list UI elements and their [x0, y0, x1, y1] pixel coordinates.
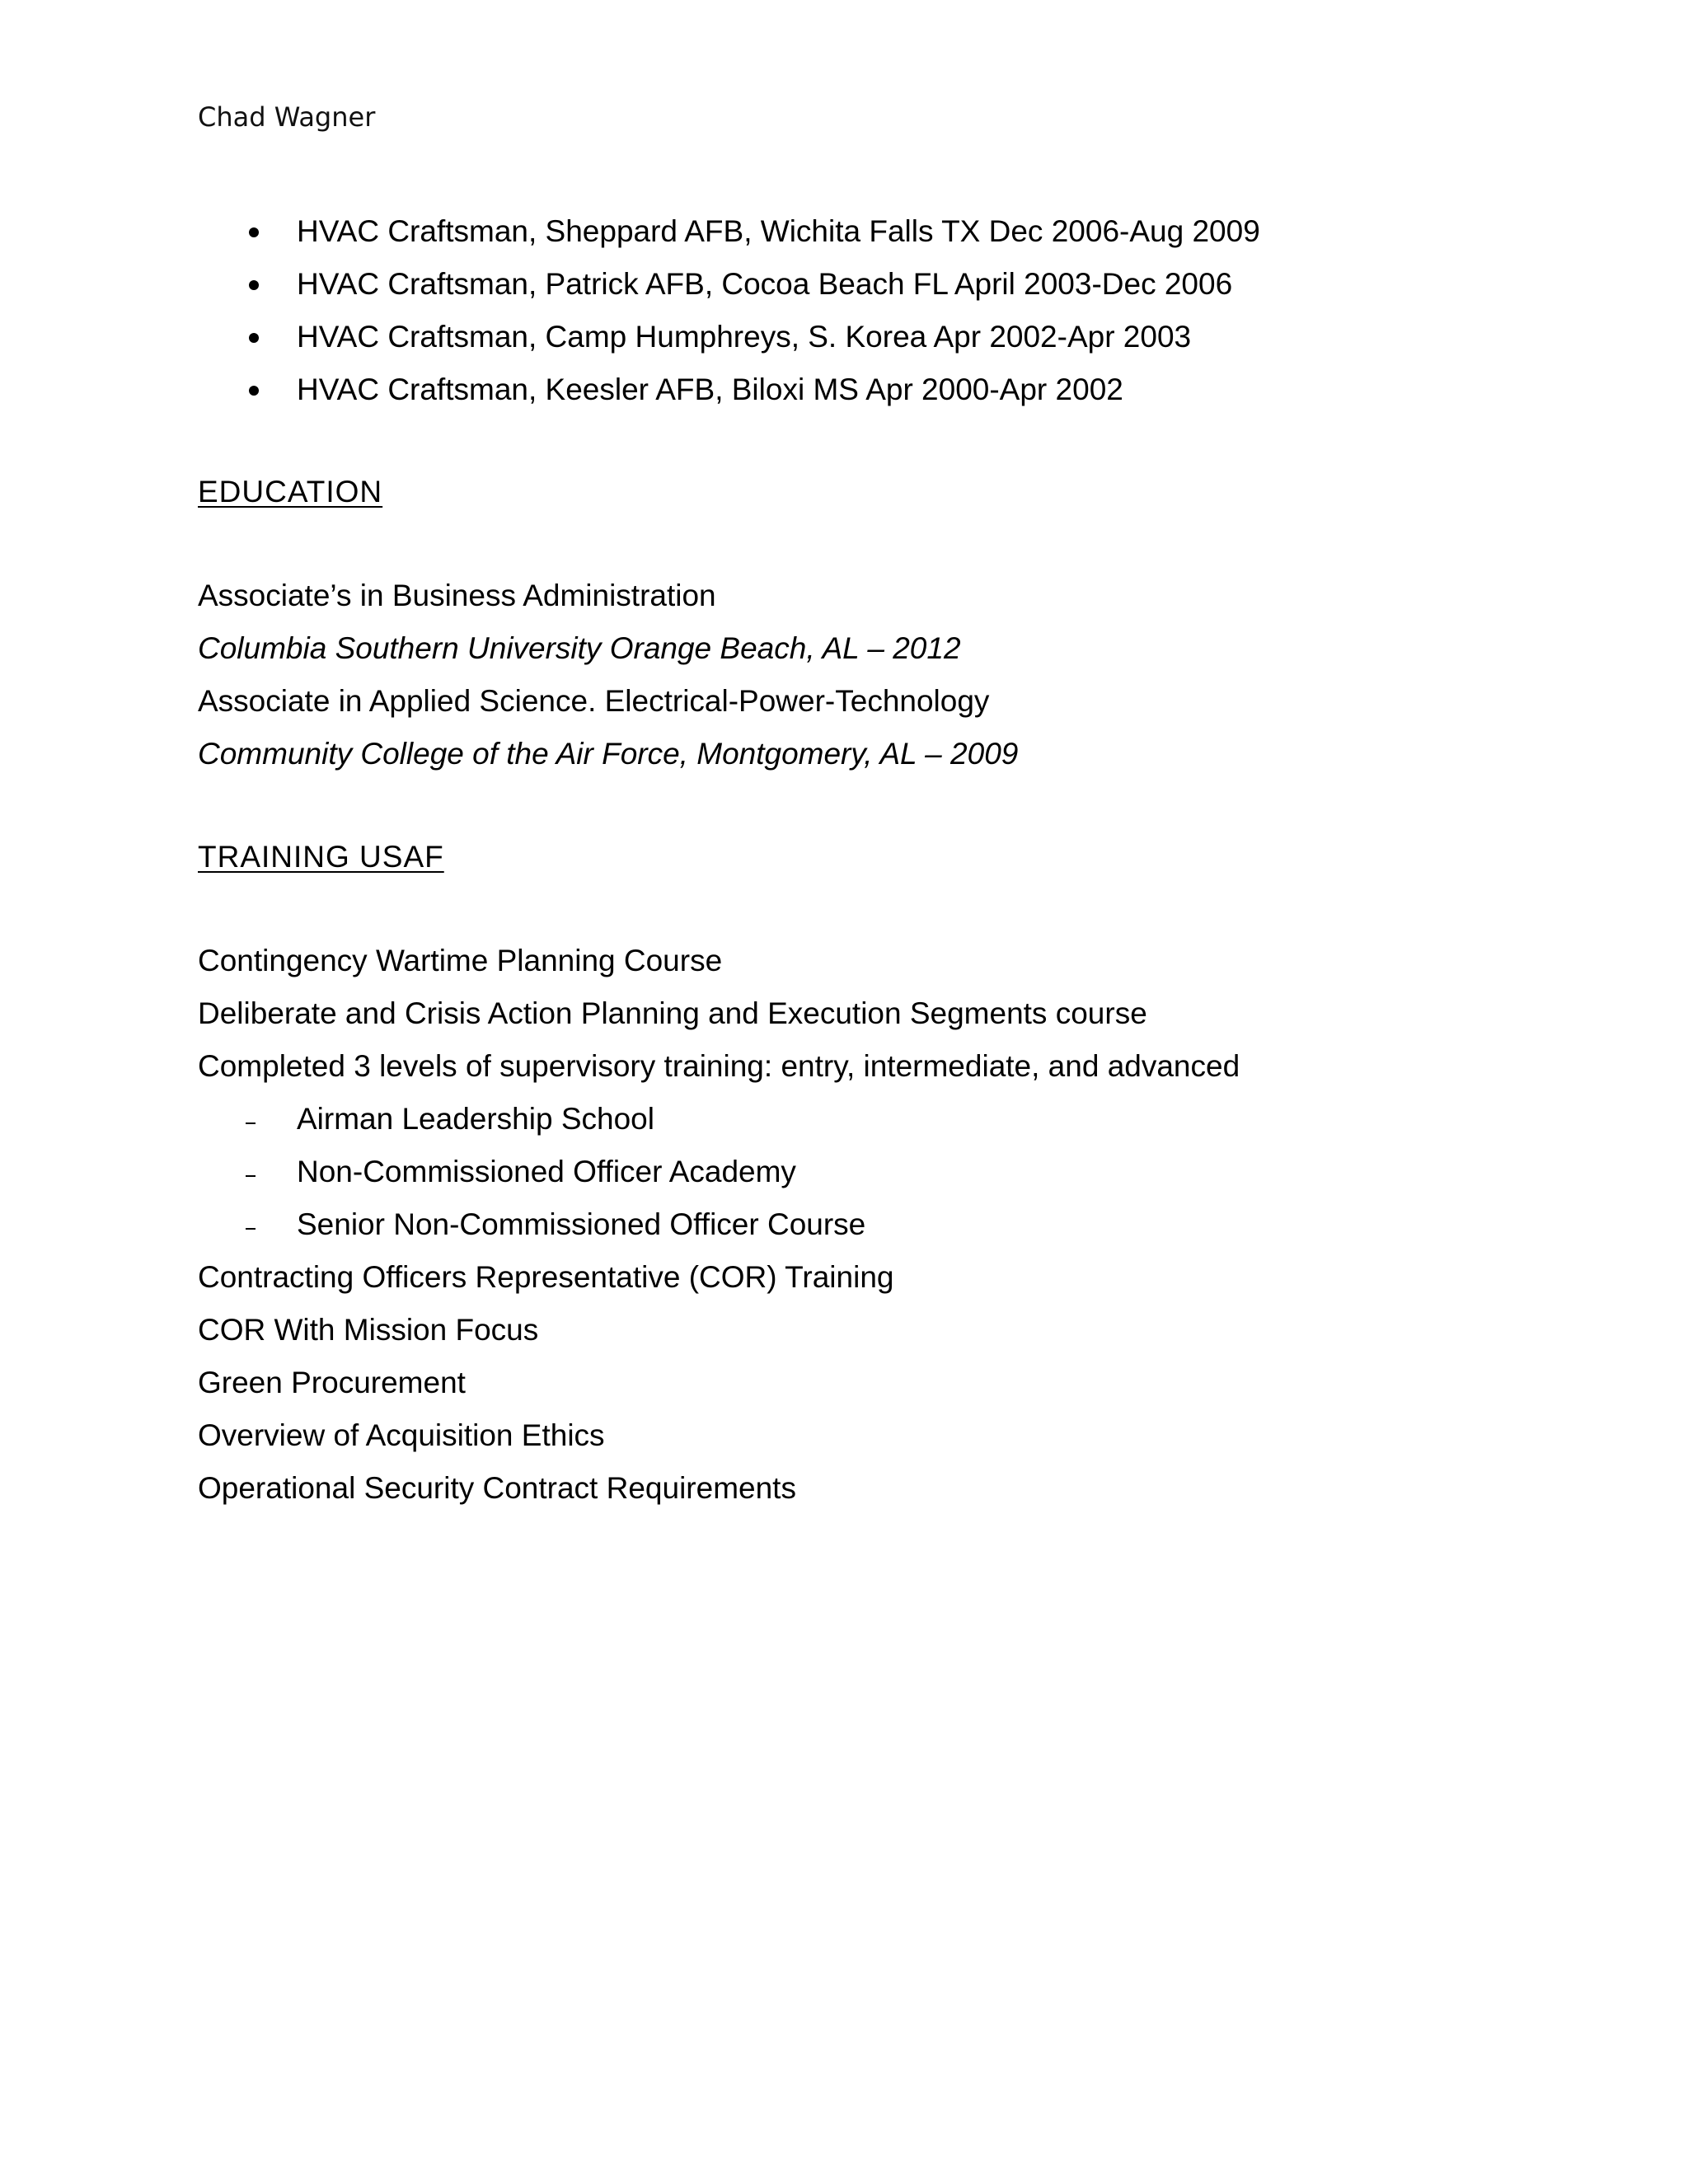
- list-item: [198, 1093, 1533, 1146]
- training-line: Green Procurement: [198, 1366, 466, 1399]
- bullet-icon: [249, 386, 259, 396]
- training-line: COR With Mission Focus: [198, 1313, 539, 1347]
- experience-item-text: HVAC Craftsman, Sheppard AFB, Wichita Falls TX Dec 2006-Aug 2009: [297, 214, 1260, 248]
- training-sub-item: Airman Leadership School: [297, 1102, 654, 1136]
- list-item: [198, 1198, 1533, 1251]
- training-line: Contingency Wartime Planning Course: [198, 944, 723, 977]
- list-item: [198, 258, 1260, 311]
- training-sub-item: Senior Non-Commissioned Officer Course: [297, 1207, 866, 1241]
- bullet-icon: [249, 333, 259, 343]
- list-item: [198, 363, 1260, 416]
- experience-item-text: HVAC Craftsman, Patrick AFB, Cocoa Beach FL April 2003-Dec 2006: [297, 267, 1233, 301]
- training-line: Deliberate and Crisis Action Planning and Execution Segments course: [198, 996, 1147, 1030]
- education-school: Columbia Southern University Orange Beach, AL – 2012: [198, 631, 961, 665]
- experience-item-text: HVAC Craftsman, Camp Humphreys, S. Korea Apr 2002-Apr 2003: [297, 320, 1192, 354]
- training-line: Overview of Acquisition Ethics: [198, 1418, 605, 1452]
- education-degree: Associate’s in Business Administration: [198, 579, 716, 612]
- dash-bullet-icon: [246, 1228, 256, 1230]
- education-degree: Associate in Applied Science. Electrical-Power-Technology: [198, 684, 990, 718]
- training-section: [198, 935, 1533, 1515]
- list-item: [198, 205, 1260, 258]
- list-item: [198, 1146, 1533, 1198]
- training-sub-item: Non-Commissioned Officer Academy: [297, 1155, 796, 1188]
- dash-bullet-icon: [246, 1122, 256, 1124]
- education-heading: EDUCATION: [198, 475, 383, 509]
- dash-bullet-icon: [246, 1175, 256, 1177]
- training-line: Completed 3 levels of supervisory training: entry, intermediate, and advanced: [198, 1049, 1240, 1083]
- bullet-icon: [249, 227, 259, 237]
- header-name: Chad Wagner: [198, 101, 376, 133]
- education-section: [198, 569, 1533, 780]
- training-line: Operational Security Contract Requirements: [198, 1471, 796, 1505]
- training-line: Contracting Officers Representative (COR) Training: [198, 1260, 894, 1294]
- experience-item-text: HVAC Craftsman, Keesler AFB, Biloxi MS Apr 2000-Apr 2002: [297, 373, 1123, 406]
- bullet-icon: [249, 280, 259, 290]
- education-school: Community College of the Air Force, Montgomery, AL – 2009: [198, 737, 1019, 771]
- experience-list: [198, 205, 1260, 416]
- training-heading: TRAINING USAF: [198, 840, 444, 874]
- list-item: [198, 311, 1260, 363]
